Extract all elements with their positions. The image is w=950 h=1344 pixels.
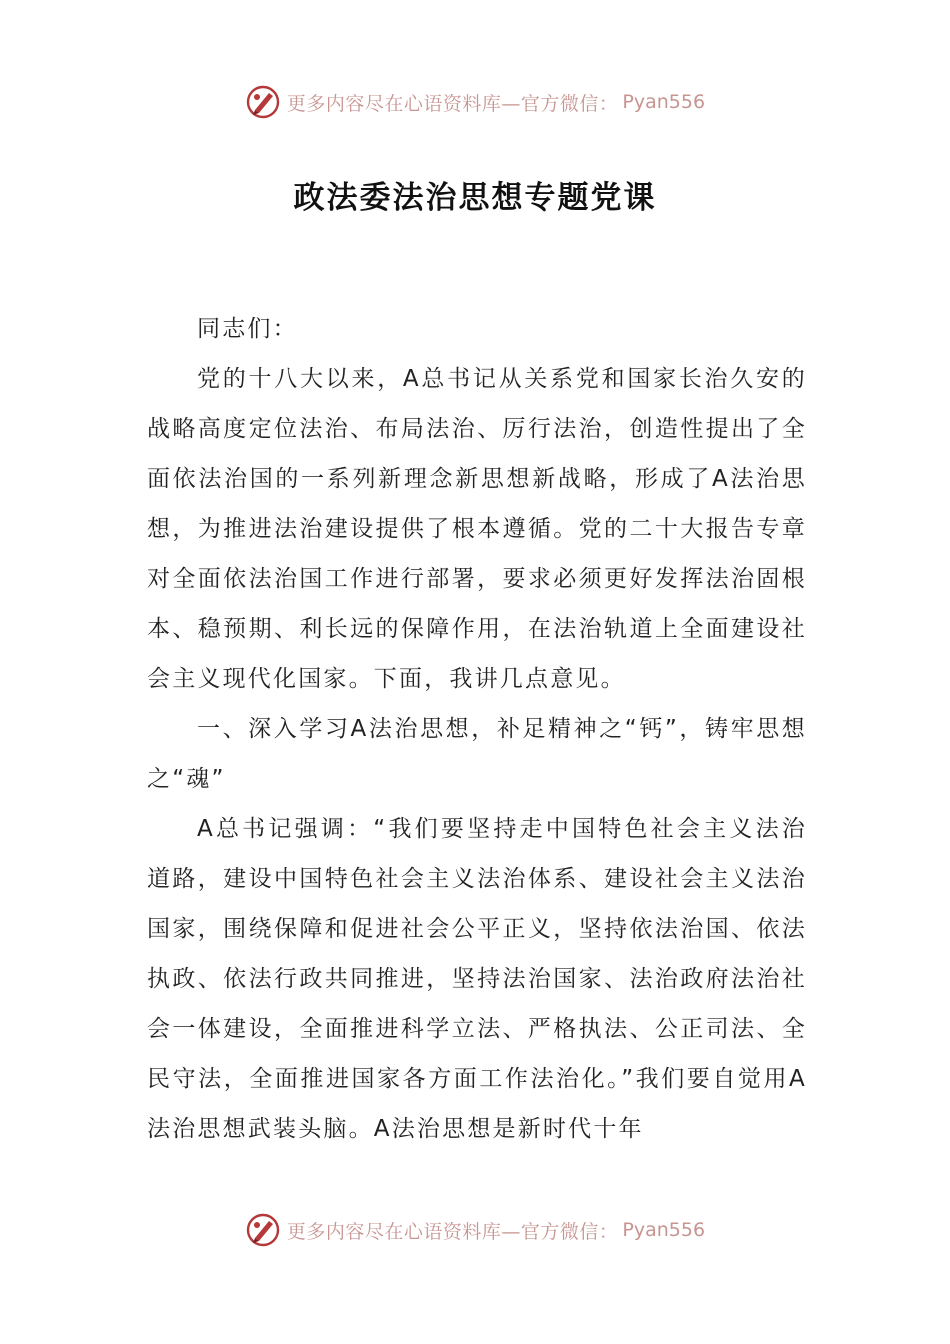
document-body (147, 304, 807, 1154)
banner-wechat-id: Pyan556 (622, 91, 706, 113)
pen-logo-icon (245, 1212, 281, 1248)
banner-text: 更多内容尽在心语资料库—官方微信： (286, 1220, 619, 1243)
greeting-paragraph: 同志们： (197, 316, 298, 342)
footer-watermark-banner (0, 1208, 950, 1252)
intro-paragraph: 党的十八大以来，A总书记从关系党和国家长治久安的战略高度定位法治、布局法治、厉行法治，创造性提出了全面依法治国的一系列新理念新思想新战略，形成了A法治思想，为推进法治建设提供了根本遵循。党的二十大报告专章对全面依法治国工作进行部署，要求必须更好发挥法治固根本、稳预期、利长远的保障作用，在法治轨道上全面建设社会主义现代化国家。下面，我讲几点意见。 (147, 366, 807, 692)
banner-wechat-id: Pyan556 (622, 1219, 706, 1241)
document-title: 政法委法治思想专题党课 (293, 180, 657, 216)
header-watermark-banner (0, 80, 950, 124)
section-heading: 一、深入学习A法治思想，补足精神之“钙”，铸牢思想之“魂” (147, 716, 807, 792)
pen-logo-icon (245, 84, 281, 120)
body-paragraph: A总书记强调：“我们要坚持走中国特色社会主义法治道路，建设中国特色社会主义法治体系、建设社会主义法治国家，围绕保障和促进社会公平正义，坚持依法治国、依法执政、依法行政共同推进，坚持法治国家、法治政府法治社会一体建设，全面推进科学立法、严格执法、公正司法、全民守法，全面推进国家各方面工作法治化。”我们要自觉用A法治思想武装头脑。A法治思想是新时代十年 (147, 816, 807, 1142)
banner-text: 更多内容尽在心语资料库—官方微信： (286, 92, 619, 115)
